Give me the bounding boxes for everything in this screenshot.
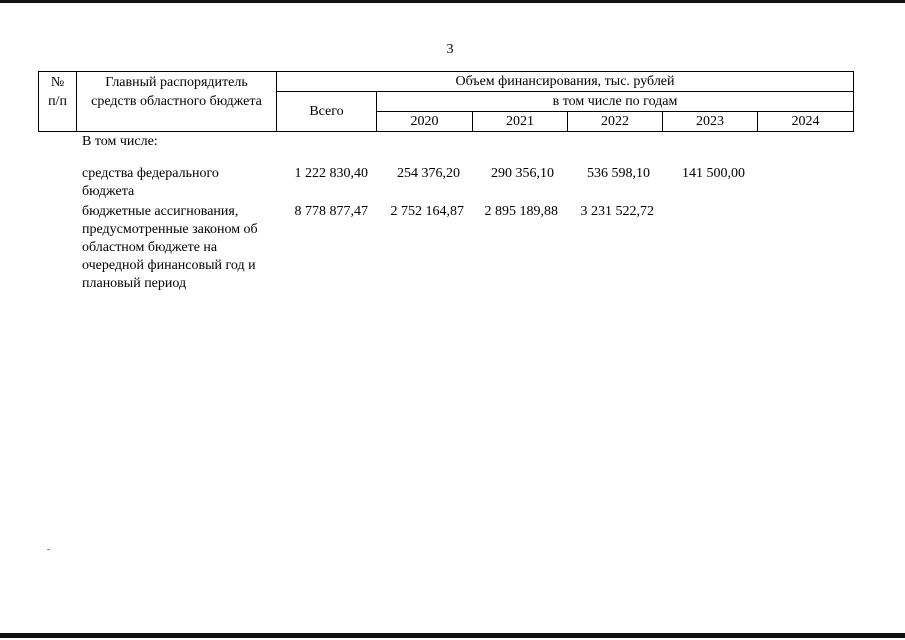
federal-2020: 254 376,20	[397, 166, 460, 181]
budget-total: 8 778 877,47	[294, 204, 368, 219]
header-year-2021: 2021	[473, 112, 568, 132]
budget-2022: 3 231 522,72	[580, 204, 654, 219]
header-table	[38, 71, 854, 132]
scan-speck	[47, 549, 50, 550]
bottom-scan-border	[0, 633, 905, 638]
budget-label-line5: плановый период	[82, 276, 187, 291]
funding-table-header	[38, 71, 854, 132]
header-year-2023: 2023	[663, 112, 758, 132]
header-manager-line2: средств областного бюджета	[91, 94, 262, 109]
budget-2020: 2 752 164,87	[390, 204, 464, 219]
federal-label-line1: средства федерального	[82, 166, 219, 181]
header-number-line2: п/п	[48, 94, 67, 109]
header-manager-line1: Главный распорядитель	[105, 75, 248, 90]
header-funding-title: Объем финансирования, тыс. рублей	[277, 72, 854, 92]
federal-total: 1 222 830,40	[294, 166, 368, 181]
budget-2021: 2 895 189,88	[484, 204, 558, 219]
budget-label-line1: бюджетные ассигнования,	[82, 204, 239, 219]
header-year-2024: 2024	[758, 112, 854, 132]
header-manager-cell	[77, 72, 277, 132]
header-year-2022: 2022	[568, 112, 663, 132]
top-scan-border	[0, 0, 905, 3]
page-number: 3	[446, 42, 454, 57]
federal-label-line2: бюджета	[82, 184, 135, 199]
federal-2022: 536 598,10	[587, 166, 650, 181]
budget-label-line2: предусмотренные законом об	[82, 222, 258, 237]
federal-2021: 290 356,10	[491, 166, 554, 181]
header-year-2020: 2020	[377, 112, 473, 132]
header-number-line1: №	[50, 75, 65, 90]
budget-label-line4: очередной финансовый год и	[82, 258, 256, 273]
federal-2023: 141 500,00	[682, 166, 745, 181]
header-number-cell	[39, 72, 77, 132]
budget-label-line3: областном бюджете на	[82, 240, 218, 255]
header-by-years: в том числе по годам	[377, 92, 854, 112]
header-total: Всего	[277, 92, 377, 132]
including-label: В том числе:	[82, 134, 158, 149]
